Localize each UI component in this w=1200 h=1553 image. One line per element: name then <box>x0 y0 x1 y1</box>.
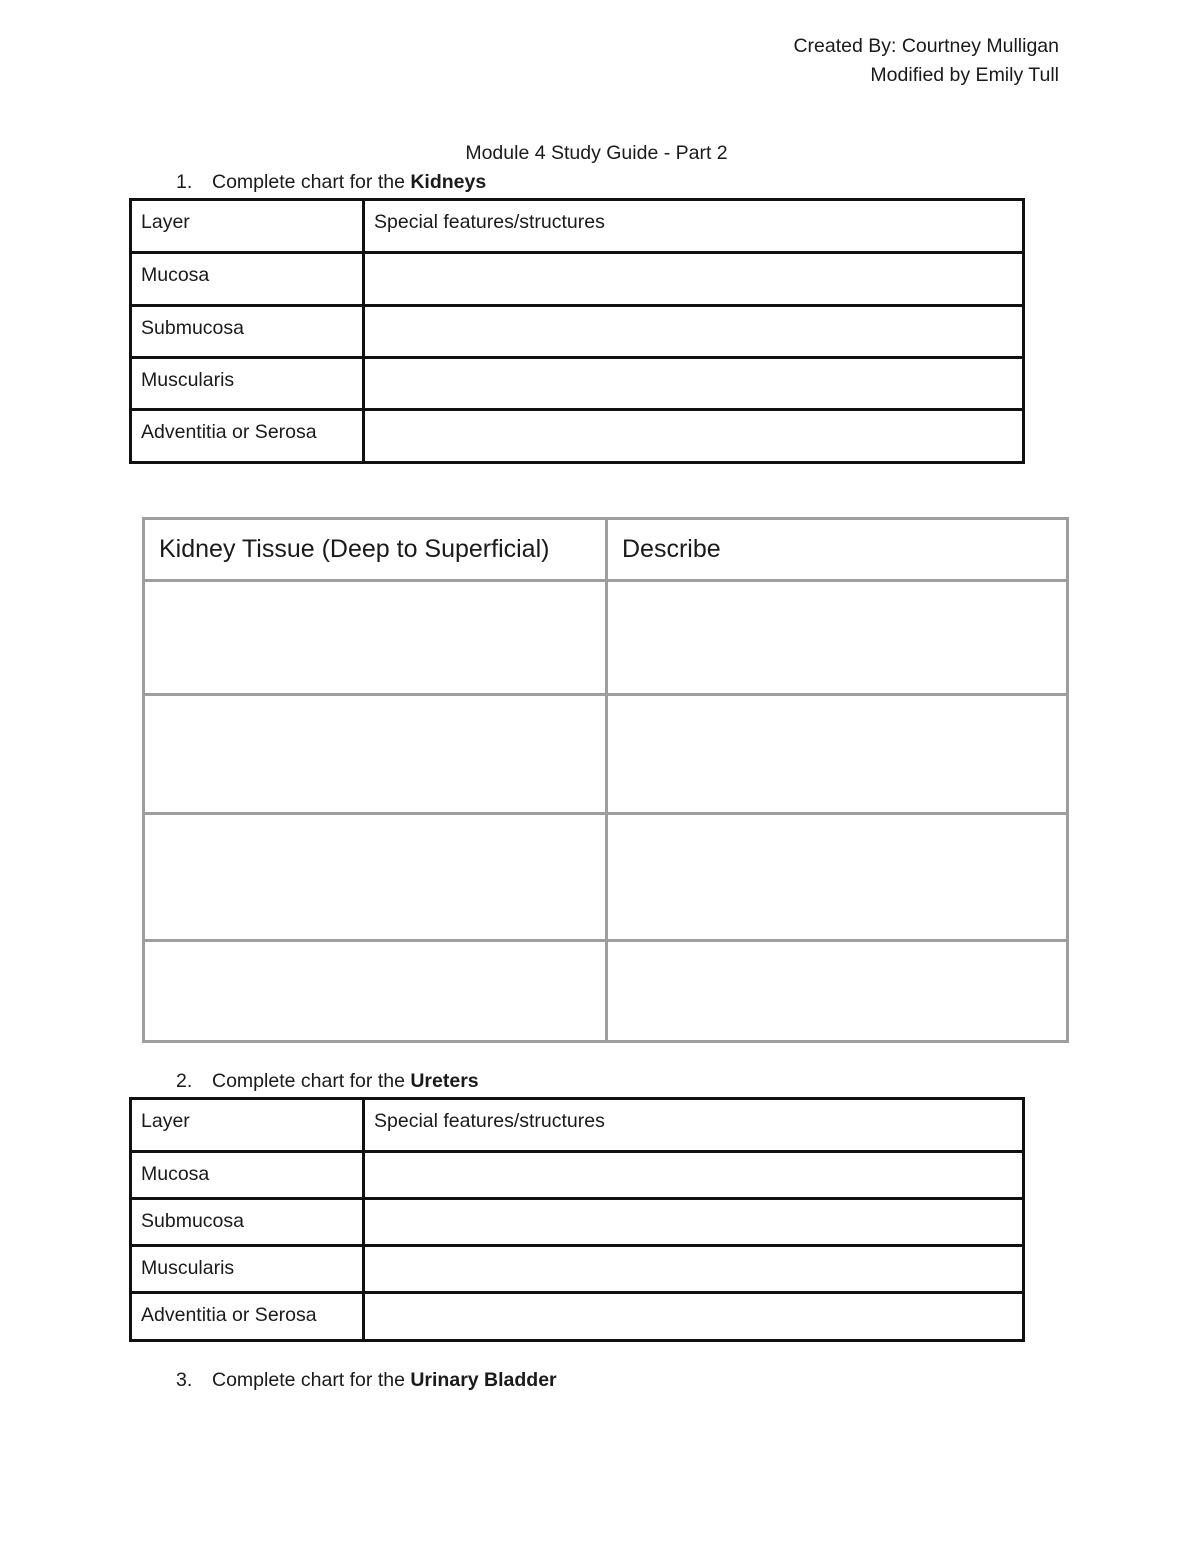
table-row <box>144 695 1068 814</box>
table-row <box>144 941 1068 1042</box>
features-cell[interactable] <box>364 358 1024 410</box>
question-number: 3. <box>176 1369 193 1391</box>
question-subject: Kidneys <box>410 171 487 193</box>
tissue-cell[interactable] <box>144 695 607 814</box>
layer-name: Muscularis <box>131 358 364 410</box>
table-row <box>131 1199 1024 1246</box>
features-cell[interactable] <box>364 410 1024 463</box>
table-row <box>131 358 1024 410</box>
describe-cell[interactable] <box>607 814 1068 941</box>
question-number: 1. <box>176 171 193 193</box>
created-by: Created By: Courtney Mulligan <box>793 35 1059 57</box>
features-cell[interactable] <box>364 1293 1024 1341</box>
table-header-row <box>131 200 1024 253</box>
question-prefix: Complete chart for the <box>212 171 411 193</box>
question-3 <box>176 1369 557 1392</box>
features-cell[interactable] <box>364 253 1024 306</box>
layer-name: Adventitia or Serosa <box>131 1293 364 1341</box>
kidney-tissue-table <box>142 517 1069 1043</box>
tissue-cell[interactable] <box>144 814 607 941</box>
column-header-features: Special features/structures <box>364 1099 1024 1152</box>
table-header-row <box>131 1099 1024 1152</box>
column-header-tissue: Kidney Tissue (Deep to Superficial) <box>144 519 607 581</box>
layer-name: Muscularis <box>131 1246 364 1293</box>
question-2 <box>176 1070 479 1093</box>
features-cell[interactable] <box>364 306 1024 358</box>
features-cell[interactable] <box>364 1246 1024 1293</box>
describe-cell[interactable] <box>607 695 1068 814</box>
question-1 <box>176 171 486 194</box>
describe-cell[interactable] <box>607 941 1068 1042</box>
features-cell[interactable] <box>364 1152 1024 1199</box>
table-row <box>131 306 1024 358</box>
layer-name: Adventitia or Serosa <box>131 410 364 463</box>
layer-name: Mucosa <box>131 253 364 306</box>
kidneys-layer-table <box>129 198 1025 464</box>
table-row <box>131 1246 1024 1293</box>
modified-by: Modified by Emily Tull <box>870 64 1059 86</box>
page-title: Module 4 Study Guide - Part 2 <box>465 142 728 164</box>
question-subject: Urinary Bladder <box>410 1369 557 1391</box>
column-header-describe: Describe <box>607 519 1068 581</box>
describe-cell[interactable] <box>607 581 1068 695</box>
question-prefix: Complete chart for the <box>212 1369 411 1391</box>
table-row <box>131 1152 1024 1199</box>
table-row <box>131 410 1024 463</box>
features-cell[interactable] <box>364 1199 1024 1246</box>
question-prefix: Complete chart for the <box>212 1070 411 1092</box>
tissue-cell[interactable] <box>144 941 607 1042</box>
layer-name: Submucosa <box>131 1199 364 1246</box>
layer-name: Submucosa <box>131 306 364 358</box>
question-number: 2. <box>176 1070 193 1092</box>
column-header-features: Special features/structures <box>364 200 1024 253</box>
table-row <box>131 253 1024 306</box>
table-row <box>131 1293 1024 1341</box>
column-header-layer: Layer <box>131 200 364 253</box>
tissue-cell[interactable] <box>144 581 607 695</box>
table-row <box>144 581 1068 695</box>
layer-name: Mucosa <box>131 1152 364 1199</box>
question-subject: Ureters <box>410 1070 479 1092</box>
table-row <box>144 814 1068 941</box>
ureters-layer-table <box>129 1097 1025 1342</box>
column-header-layer: Layer <box>131 1099 364 1152</box>
table-header-row <box>144 519 1068 581</box>
